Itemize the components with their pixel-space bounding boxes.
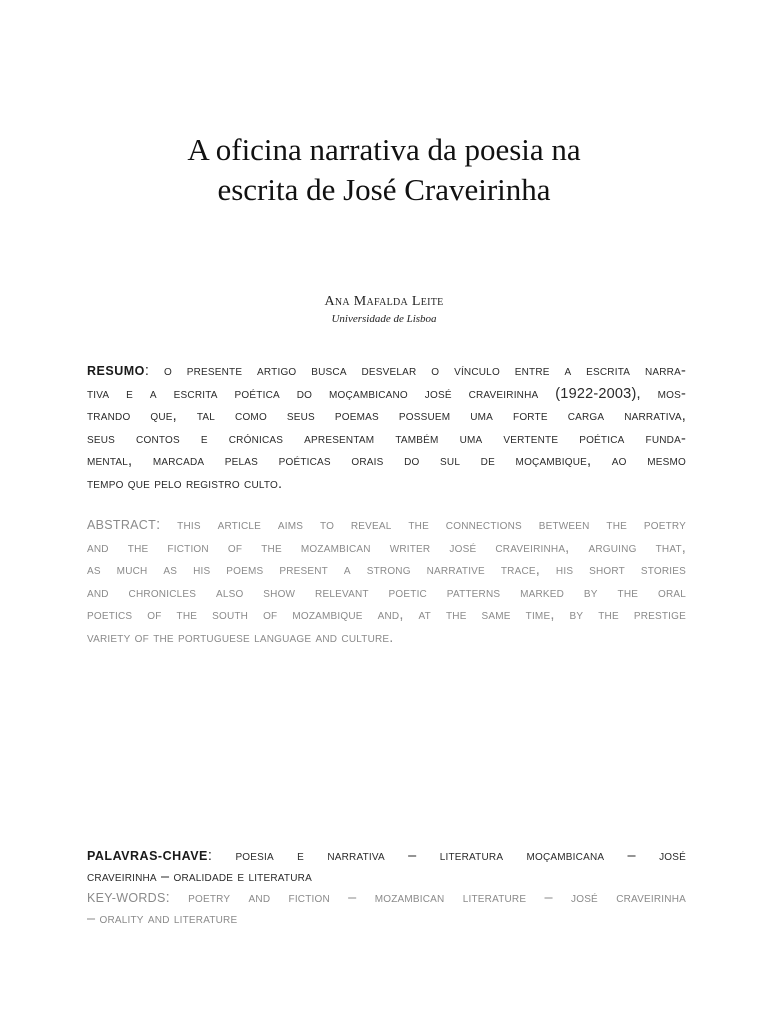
abstract-paragraph [87,514,686,649]
keywords-portuguese [87,846,686,888]
keywords-pt-line: craveirinha – oralidade e literatura [87,869,312,885]
resumo-line: seus contos e crónicas apresentam também uma vertente poética funda- [87,430,686,447]
keywords-en-line [87,888,686,909]
article-title-line-2: escrita de José Craveirinha [217,172,551,207]
resumo-line: tiva e a escrita poética do moçambicano josé craveirinha (1922-2003), mos- [87,385,686,402]
resumo-line [87,360,686,383]
abstract-line [87,514,686,537]
keywords-en-line: – orality and literature [87,911,238,927]
abstract-line: poetics of the south of mozambique and, at the same time, by the prestige [87,607,686,623]
resumo-paragraph [87,360,686,495]
resumo-line: trando que, tal como seus poemas possuem uma forte carga narrativa, [87,408,686,424]
abstract-line: variety of the portuguese language and culture. [87,629,394,646]
resumo-label-separator: : [144,363,164,379]
article-title-line-1: A oficina narrativa da poesia na [187,132,581,167]
abstract-line: as much as his poems present a strong narrative trace, his short stories [87,562,686,578]
resumo-line-text: o presente artigo busca desvelar o vínculo entre a escrita narra- [163,363,686,379]
keywords-pt-label: PALAVRAS-CHAVE [87,849,208,863]
author-affiliation: Universidade de Lisboa [331,313,437,325]
abstract-line: and chronicles also show relevant poetic patterns marked by the oral [87,584,686,601]
keywords-english [87,888,686,930]
keywords-en-label: KEY-WORDS [87,891,166,905]
abstract-line: and the fiction of the mozambican writer josé craveirinha, arguing that, [87,539,686,556]
keywords-en-label-separator: : [165,890,189,906]
keywords-pt-line-text: poesia e narrativa – literatura moçambicana – josé [235,848,686,864]
keywords-pt-line [87,846,686,867]
keywords-en-line-text: poetry and fiction – mozambican literature – josé craveirinha [188,890,686,906]
abstract-label: ABSTRACT [87,518,157,532]
author-name: Ana Mafalda Leite [324,294,444,309]
resumo-line: tempo que pelo registro culto. [87,475,283,492]
article-title [90,130,678,210]
abstract-label-separator: : [156,517,178,533]
keywords-pt-label-separator: : [207,848,236,864]
resumo-label: RESUMO [87,364,145,378]
resumo-line: mental, marcada pelas poéticas orais do sul de moçambique, ao mesmo [87,453,686,469]
abstract-line-text: this article aims to reveal the connections between the poetry [177,517,686,533]
